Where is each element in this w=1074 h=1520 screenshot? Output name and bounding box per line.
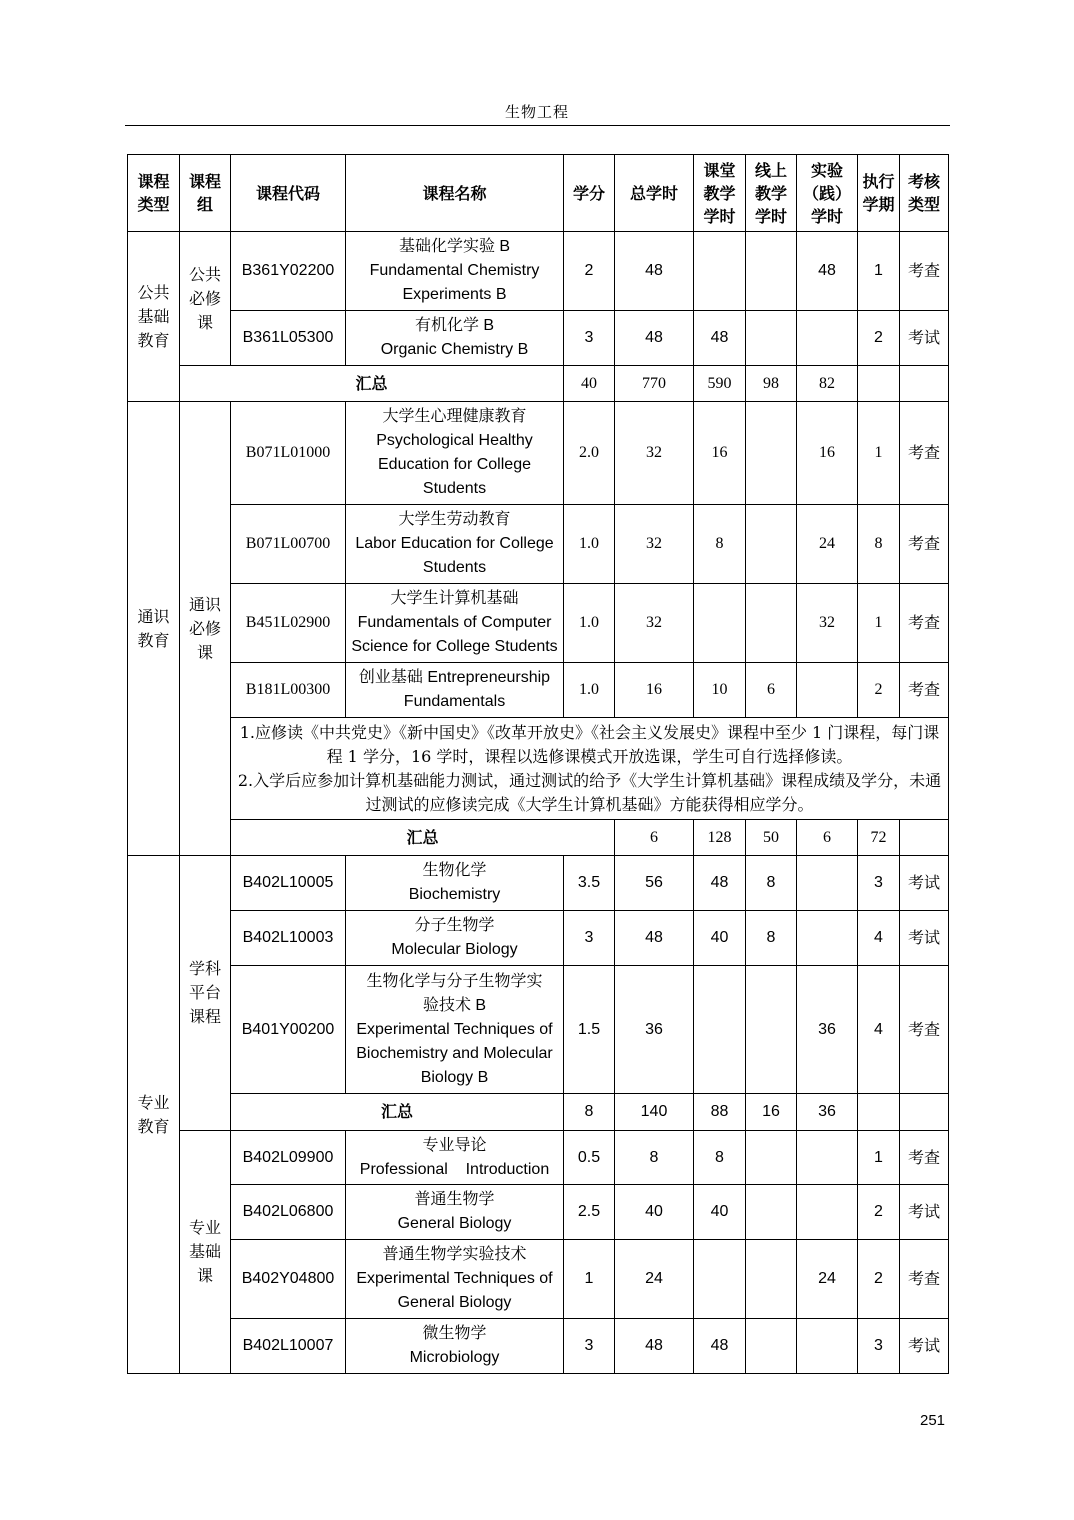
- assessment-type: 考查: [900, 663, 949, 718]
- semester: 2: [858, 1240, 900, 1319]
- summary-credit: 6: [615, 820, 694, 856]
- table-row: [128, 232, 949, 311]
- course-group-cell: 学科 平台 课程: [180, 856, 231, 1131]
- summary-classroom: 50: [746, 820, 797, 856]
- lab-hours: [797, 1319, 858, 1374]
- course-name: 创业基础 Entrepreneurship Fundamentals: [346, 663, 564, 718]
- classroom-hours: [694, 584, 746, 663]
- col-header-code: 课程代码: [231, 155, 346, 232]
- col-header-assess: 考核 类型: [900, 155, 949, 232]
- lab-hours: [797, 663, 858, 718]
- online-hours: 6: [746, 663, 797, 718]
- course-name: 普通生物学 General Biology: [346, 1185, 564, 1240]
- semester: 4: [858, 966, 900, 1094]
- classroom-hours: 40: [694, 1185, 746, 1240]
- course-name: 大学生劳动教育 Labor Education for College Students: [346, 505, 564, 584]
- course-code: B402L09900: [231, 1131, 346, 1185]
- col-header-type: 课程 类型: [128, 155, 180, 232]
- course-type-cell: 公共 基础 教育: [128, 232, 180, 402]
- total-hours: 48: [615, 1319, 694, 1374]
- classroom-hours: 8: [694, 505, 746, 584]
- online-hours: [746, 966, 797, 1094]
- semester: 2: [858, 663, 900, 718]
- course-group-cell: 专业 基础 课: [180, 1131, 231, 1374]
- table-row: [128, 663, 949, 718]
- course-code: B361Y02200: [231, 232, 346, 311]
- total-hours: 48: [615, 311, 694, 366]
- semester: 4: [858, 911, 900, 966]
- total-hours: 48: [615, 911, 694, 966]
- summary-total: 128: [694, 820, 746, 856]
- semester: 3: [858, 856, 900, 911]
- col-header-total: 总学时: [615, 155, 694, 232]
- course-name: 微生物学 Microbiology: [346, 1319, 564, 1374]
- table-row: [128, 911, 949, 966]
- total-hours: 8: [615, 1131, 694, 1185]
- page-number: 251: [920, 1412, 946, 1429]
- credit: 2.0: [564, 402, 615, 505]
- summary-total: 770: [615, 366, 694, 402]
- assessment-type: 考试: [900, 911, 949, 966]
- online-hours: [746, 584, 797, 663]
- table-row: [128, 1240, 949, 1319]
- assessment-type: 考查: [900, 584, 949, 663]
- summary-online: 98: [746, 366, 797, 402]
- summary-row: [128, 1094, 949, 1131]
- online-hours: 8: [746, 856, 797, 911]
- course-name: 大学生计算机基础 Fundamentals of Computer Science for College Students: [346, 584, 564, 663]
- lab-hours: 24: [797, 1240, 858, 1319]
- semester: 1: [858, 584, 900, 663]
- online-hours: [746, 1131, 797, 1185]
- lab-hours: 24: [797, 505, 858, 584]
- course-code: B402L10007: [231, 1319, 346, 1374]
- summary-online: 16: [746, 1094, 797, 1131]
- course-group-cell: 通识 必修 课: [180, 402, 231, 856]
- assessment-type: 考试: [900, 1319, 949, 1374]
- classroom-hours: 48: [694, 856, 746, 911]
- summary-label: 汇总: [180, 366, 564, 402]
- total-hours: 48: [615, 232, 694, 311]
- credit: 2.5: [564, 1185, 615, 1240]
- online-hours: [746, 402, 797, 505]
- total-hours: 56: [615, 856, 694, 911]
- semester: 8: [858, 505, 900, 584]
- classroom-hours: [694, 1240, 746, 1319]
- classroom-hours: 48: [694, 311, 746, 366]
- lab-hours: [797, 911, 858, 966]
- course-code: B402L10003: [231, 911, 346, 966]
- assessment-type: 考查: [900, 232, 949, 311]
- credit: 2: [564, 232, 615, 311]
- course-name: 分子生物学 Molecular Biology: [346, 911, 564, 966]
- classroom-hours: 40: [694, 911, 746, 966]
- col-header-group: 课程 组: [180, 155, 231, 232]
- semester: 3: [858, 1319, 900, 1374]
- total-hours: 32: [615, 402, 694, 505]
- semester: 1: [858, 402, 900, 505]
- course-code: B361L05300: [231, 311, 346, 366]
- lab-hours: [797, 1185, 858, 1240]
- credit: 3.5: [564, 856, 615, 911]
- course-name: 大学生心理健康教育 Psychological Healthy Education for College Students: [346, 402, 564, 505]
- classroom-hours: 8: [694, 1131, 746, 1185]
- course-type-cell: 通识 教育: [128, 402, 180, 856]
- total-hours: 24: [615, 1240, 694, 1319]
- course-name: 普通生物学实验技术 Experimental Techniques of General Biology: [346, 1240, 564, 1319]
- course-code: B071L01000: [231, 402, 346, 505]
- summary-lab: 72: [858, 820, 900, 856]
- col-header-online: 线上 教学 学时: [746, 155, 797, 232]
- course-code: B071L00700: [231, 505, 346, 584]
- credit: 3: [564, 1319, 615, 1374]
- lab-hours: [797, 1131, 858, 1185]
- classroom-hours: 16: [694, 402, 746, 505]
- assessment-type: 考查: [900, 966, 949, 1094]
- semester: 1: [858, 1131, 900, 1185]
- credit: 0.5: [564, 1131, 615, 1185]
- col-header-classroom: 课堂 教学 学时: [694, 155, 746, 232]
- col-header-credit: 学分: [564, 155, 615, 232]
- summary-lab: 36: [797, 1094, 858, 1131]
- summary-label: 汇总: [231, 820, 615, 856]
- course-name: 基础化学实验 B Fundamental Chemistry Experiments B: [346, 232, 564, 311]
- col-header-name: 课程名称: [346, 155, 564, 232]
- table-row: [128, 1185, 949, 1240]
- table-row: [128, 505, 949, 584]
- summary-credit: 8: [564, 1094, 615, 1131]
- online-hours: [746, 1185, 797, 1240]
- summary-label: 汇总: [231, 1094, 564, 1131]
- online-hours: [746, 311, 797, 366]
- semester: 2: [858, 311, 900, 366]
- online-hours: [746, 505, 797, 584]
- summary-classroom: 88: [694, 1094, 746, 1131]
- summary-total: 140: [615, 1094, 694, 1131]
- assessment-type: 考查: [900, 402, 949, 505]
- table-row: [128, 1319, 949, 1374]
- online-hours: [746, 232, 797, 311]
- assessment-type: 考查: [900, 1240, 949, 1319]
- assessment-type: 考试: [900, 311, 949, 366]
- total-hours: 32: [615, 584, 694, 663]
- semester: 2: [858, 1185, 900, 1240]
- summary-lab: 82: [797, 366, 858, 402]
- lab-hours: [797, 856, 858, 911]
- course-code: B451L02900: [231, 584, 346, 663]
- header-row: [128, 155, 949, 232]
- summary-online: 6: [797, 820, 858, 856]
- lab-hours: 48: [797, 232, 858, 311]
- table-row: [128, 311, 949, 366]
- assessment-type: 考查: [900, 505, 949, 584]
- credit: 1.0: [564, 663, 615, 718]
- table-row: [128, 856, 949, 911]
- summary-classroom: 590: [694, 366, 746, 402]
- classroom-hours: [694, 966, 746, 1094]
- credit: 1.5: [564, 966, 615, 1094]
- classroom-hours: [694, 232, 746, 311]
- table-row: [128, 966, 949, 1094]
- credit: 1: [564, 1240, 615, 1319]
- course-name: 生物化学与分子生物学实 验技术 B Experimental Techniques of Biochemistry and Molecular Biology B: [346, 966, 564, 1094]
- course-type-cell: 专业 教育: [128, 856, 180, 1374]
- course-table: [127, 154, 949, 1374]
- table-row: [128, 1131, 949, 1185]
- header-rule: [125, 125, 950, 126]
- course-code: B402L06800: [231, 1185, 346, 1240]
- note-item: 1.应修读《中共党史》《新中国史》《改革开放史》《社会主义发展史》课程中至少 1 门课程，每门课程 1 学分，16 学时，课程以选修课模式开放选课，学生可自行选择修读。: [239, 722, 940, 766]
- online-hours: [746, 1319, 797, 1374]
- lab-hours: 16: [797, 402, 858, 505]
- lab-hours: 36: [797, 966, 858, 1094]
- online-hours: 8: [746, 911, 797, 966]
- assessment-type: 考查: [900, 1131, 949, 1185]
- course-code: B401Y00200: [231, 966, 346, 1094]
- credit: 3: [564, 911, 615, 966]
- course-name: 有机化学 B Organic Chemistry B: [346, 311, 564, 366]
- credit: 1.0: [564, 584, 615, 663]
- total-hours: 16: [615, 663, 694, 718]
- table-row: [128, 402, 949, 505]
- credit: 3: [564, 311, 615, 366]
- credit: 1.0: [564, 505, 615, 584]
- col-header-lab: 实验 （践） 学时: [797, 155, 858, 232]
- course-group-cell: 公共 必修 课: [180, 232, 231, 366]
- online-hours: [746, 1240, 797, 1319]
- summary-credit: 40: [564, 366, 615, 402]
- notes-row: [128, 718, 949, 820]
- page-header-title: 生物工程: [504, 103, 569, 121]
- classroom-hours: 10: [694, 663, 746, 718]
- course-name: 专业导论 Professional Introduction: [346, 1131, 564, 1185]
- assessment-type: 考试: [900, 1185, 949, 1240]
- summary-row: [128, 820, 949, 856]
- notes-cell: [231, 718, 949, 820]
- lab-hours: 32: [797, 584, 858, 663]
- course-code: B402L10005: [231, 856, 346, 911]
- total-hours: 40: [615, 1185, 694, 1240]
- table-row: [128, 584, 949, 663]
- course-code: B402Y04800: [231, 1240, 346, 1319]
- note-item: 2.入学后应参加计算机基础能力测试，通过测试的给予《大学生计算机基础》课程成绩及学分，未通过测试的应修读完成《大学生计算机基础》方能获得相应学分。: [237, 770, 942, 814]
- assessment-type: 考试: [900, 856, 949, 911]
- course-code: B181L00300: [231, 663, 346, 718]
- col-header-semester: 执行 学期: [858, 155, 900, 232]
- course-name: 生物化学 Biochemistry: [346, 856, 564, 911]
- total-hours: 32: [615, 505, 694, 584]
- total-hours: 36: [615, 966, 694, 1094]
- summary-row: [128, 366, 949, 402]
- classroom-hours: 48: [694, 1319, 746, 1374]
- lab-hours: [797, 311, 858, 366]
- semester: 1: [858, 232, 900, 311]
